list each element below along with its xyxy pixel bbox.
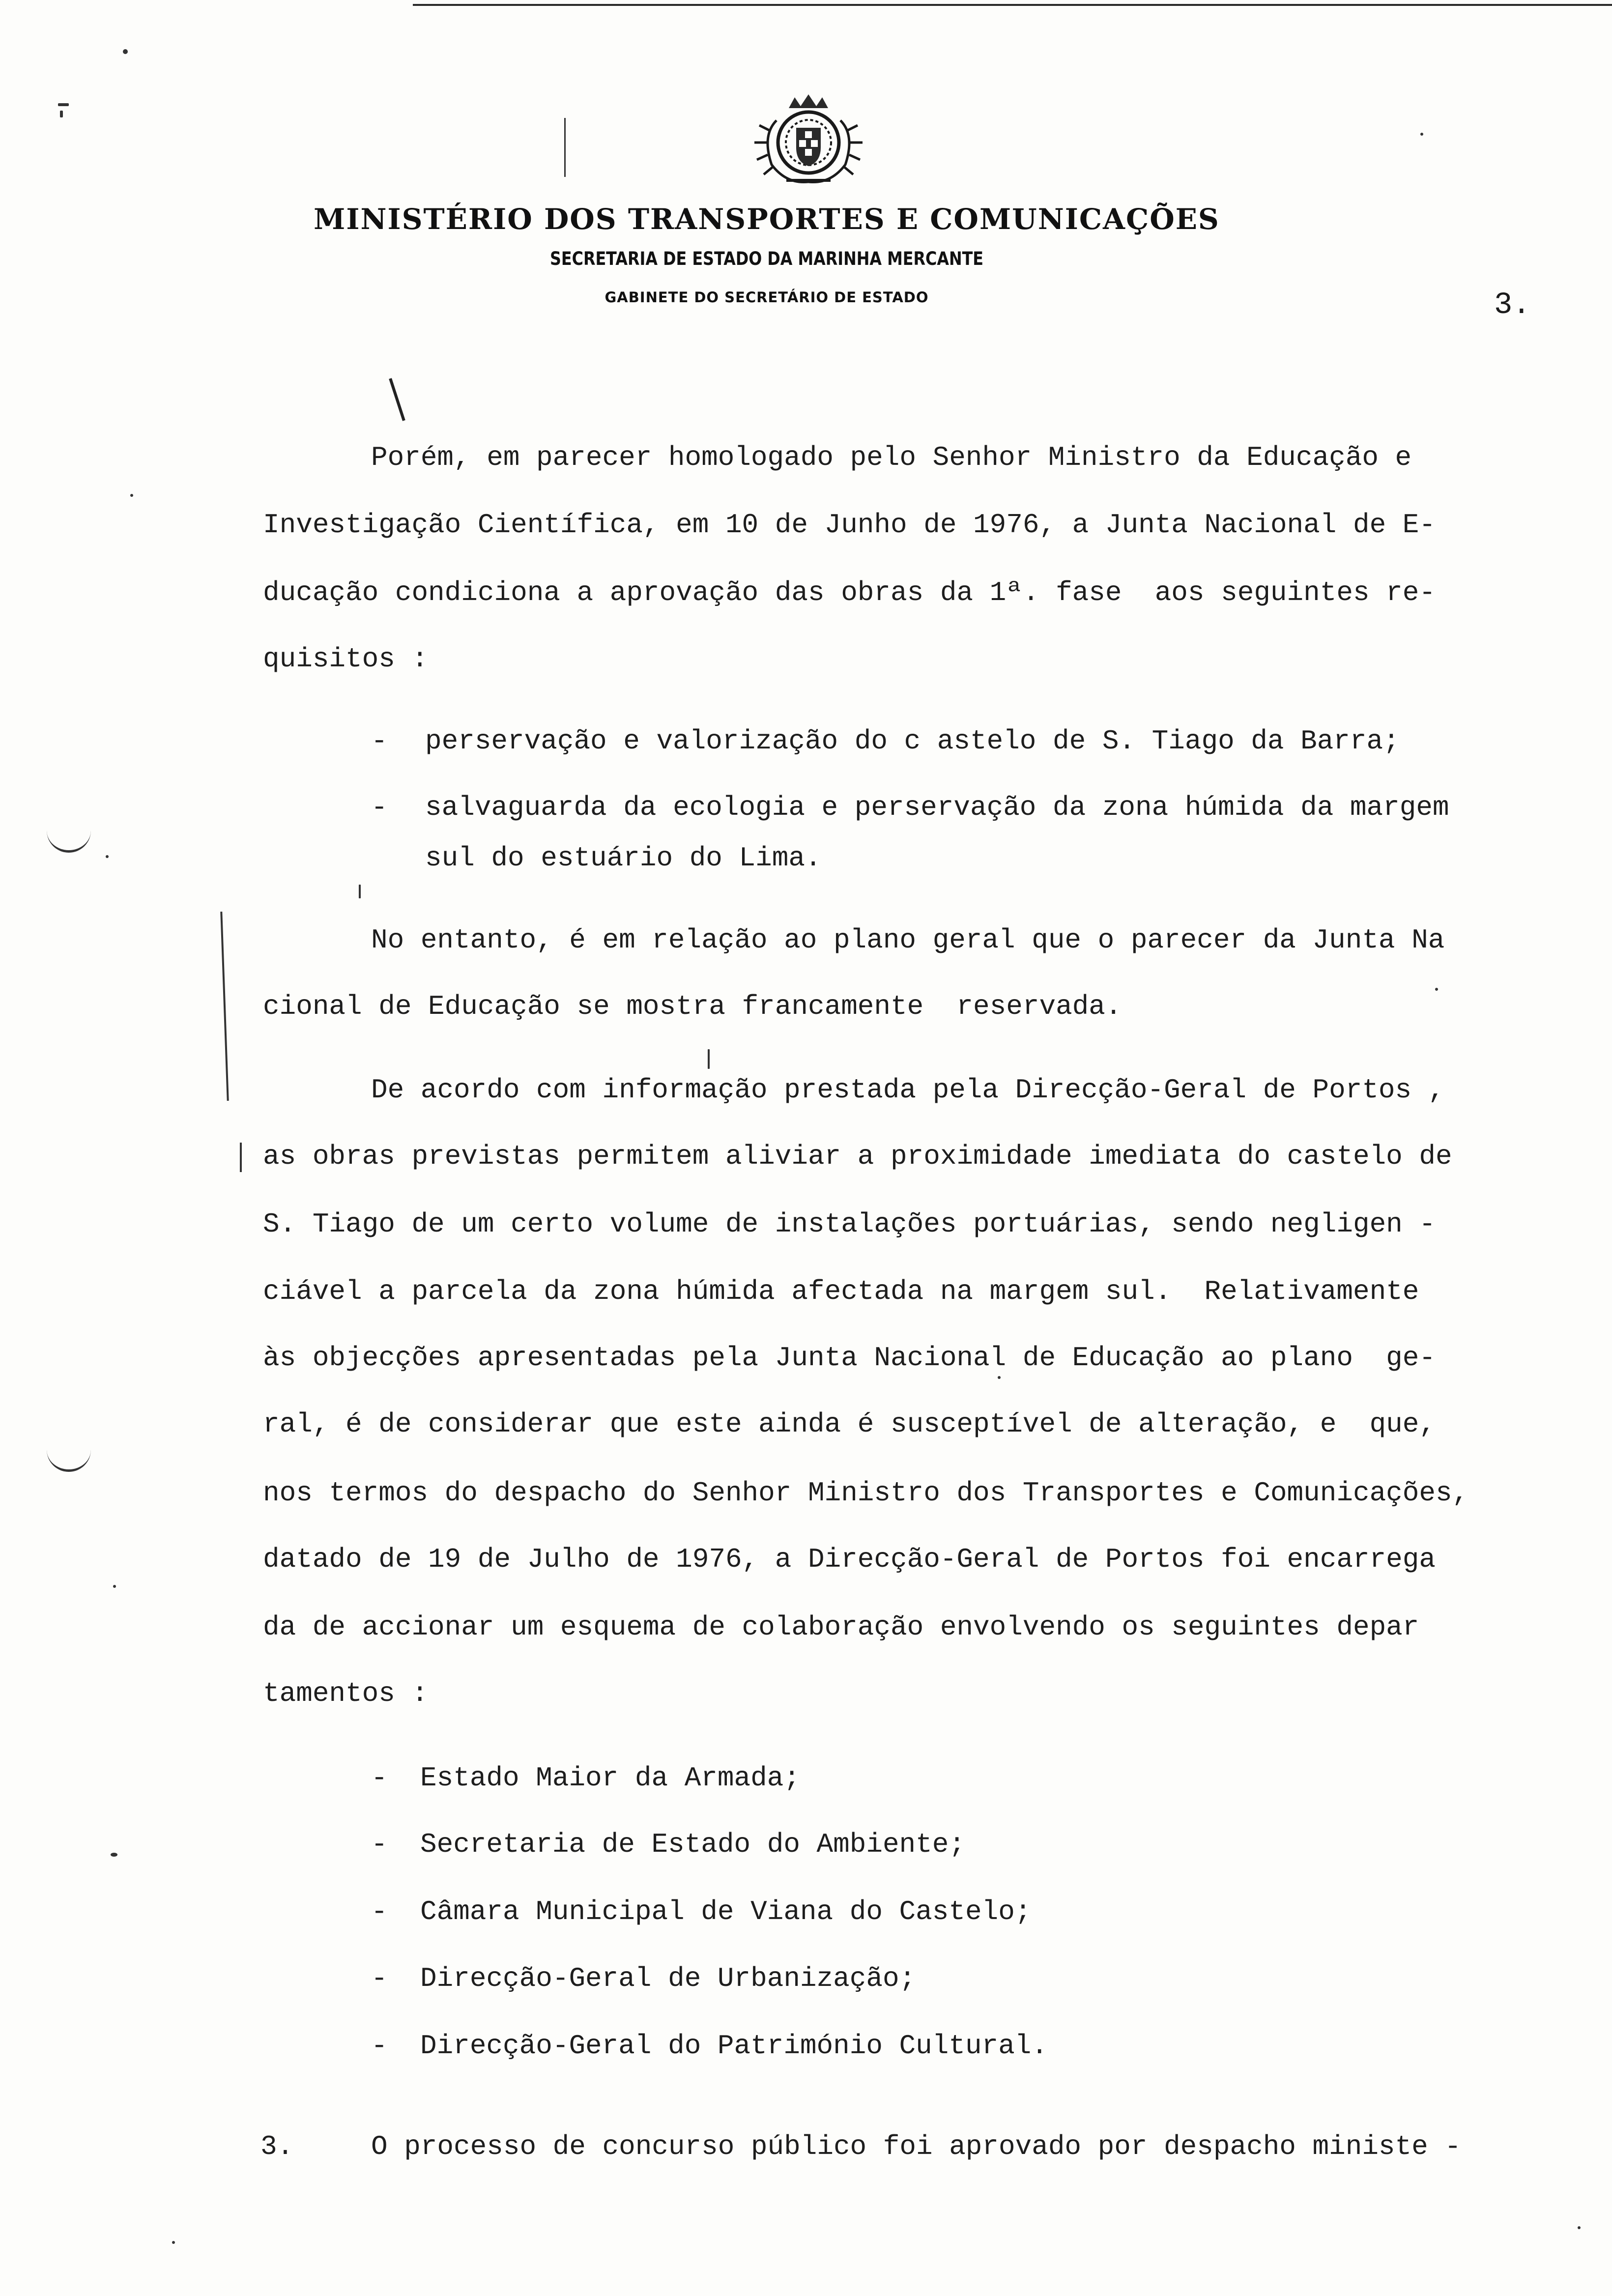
paragraph-line: tamentos : (263, 1678, 429, 1709)
letterhead-secretary: SECRETARIA DE ESTADO DA MARINHA MERCANTE (549, 248, 984, 269)
scan-speck (58, 103, 69, 106)
department-item: Direcção-Geral de Urbanização; (420, 1963, 916, 1994)
scan-speck (172, 2241, 175, 2244)
paragraph-line: De acordo com informação prestada pela Direcção-Geral de Portos , (371, 1074, 1445, 1106)
section-number: 3. (260, 2131, 294, 2162)
paragraph-line: No entanto, é em relação ao plano geral que o parecer da Junta Na (371, 924, 1445, 956)
letterhead-ministry: MINISTÉRIO DOS TRANSPORTES E COMUNICAÇÕES (314, 202, 1220, 236)
department-item: Estado Maior da Armada; (420, 1762, 800, 1794)
paragraph-line: da de accionar um esquema de colaboração envolvendo os seguintes depar (263, 1611, 1419, 1643)
scan-speck (60, 111, 63, 117)
scan-speck (1420, 133, 1423, 136)
scan-speck (998, 1376, 1001, 1379)
paragraph-line: cional de Educação se mostra francamente reservada. (263, 991, 1122, 1022)
department-item: Câmara Municipal de Viana do Castelo; (420, 1896, 1032, 1927)
coat-of-arms-emblem (742, 91, 875, 189)
paragraph-line: quisitos : (263, 643, 429, 675)
paragraph-line: nos termos do despacho do Senhor Ministro dos Transportes e Comunicações, (263, 1477, 1469, 1509)
list-dash: - (371, 1896, 388, 1927)
paragraph-line: Investigação Científica, em 10 de Junho de 1976, a Junta Nacional de E- (263, 509, 1436, 541)
paragraph-line: ducação condiciona a aprovação das obras da 1ª. fase aos seguintes re- (263, 577, 1436, 608)
section-line: O processo de concurso público foi aprovado por despacho ministe - (371, 2131, 1461, 2162)
department-item: Direcção-Geral do Património Cultural. (420, 2030, 1048, 2062)
scan-speck (106, 855, 109, 858)
top-edge-rule (413, 4, 1612, 6)
paragraph-line: S. Tiago de um certo volume de instalações portuárias, sendo negligen - (263, 1208, 1436, 1240)
paragraph-line: datado de 19 de Julho de 1976, a Direcção-Geral de Portos foi encarrega (263, 1544, 1436, 1575)
paragraph-line: ciável a parcela da zona húmida afectada na margem sul. Relativamente (263, 1276, 1419, 1307)
scan-speck (111, 1853, 117, 1857)
scan-speck (1435, 988, 1438, 991)
scan-speck (113, 1585, 116, 1588)
margin-tick-mark (389, 378, 405, 421)
list-dash: - (371, 1762, 388, 1794)
list-item: perservação e valorização do c astelo de S. Tiago da Barra; (425, 725, 1400, 757)
list-dash: - (371, 2030, 388, 2062)
paragraph-line: Porém, em parecer homologado pelo Senhor Ministro da Educação e (371, 442, 1412, 473)
scan-speck (1578, 2226, 1581, 2229)
page-number: 3. (1494, 287, 1531, 322)
scan-speck (708, 1049, 710, 1069)
paragraph-line: às objecções apresentadas pela Junta Nacional de Educação ao plano ge- (263, 1342, 1436, 1374)
punch-hole-mark (47, 826, 91, 853)
scan-speck (130, 494, 133, 497)
department-item: Secretaria de Estado do Ambiente; (420, 1829, 965, 1860)
list-dash: - (371, 725, 388, 757)
list-dash: - (371, 792, 388, 823)
margin-pencil-line (220, 912, 229, 1101)
margin-pencil-line (564, 118, 566, 177)
list-dash: - (371, 1829, 388, 1860)
punch-hole-mark (47, 1445, 91, 1472)
paragraph-line: as obras previstas permitem aliviar a proximidade imediata do castelo de (263, 1141, 1452, 1172)
paragraph-line: ral, é de considerar que este ainda é susceptível de alteração, e que, (263, 1408, 1436, 1440)
coat-of-arms-icon (742, 91, 875, 189)
scan-speck (359, 885, 361, 898)
list-item: salvaguarda da ecologia e perservação da zona húmida da margem (425, 792, 1449, 823)
scan-speck (123, 49, 128, 54)
letterhead-cabinet: GABINETE DO SECRETÁRIO DE ESTADO (604, 289, 929, 306)
list-item: sul do estuário do Lima. (425, 842, 822, 874)
margin-pencil-line (240, 1143, 242, 1172)
list-dash: - (371, 1963, 388, 1994)
